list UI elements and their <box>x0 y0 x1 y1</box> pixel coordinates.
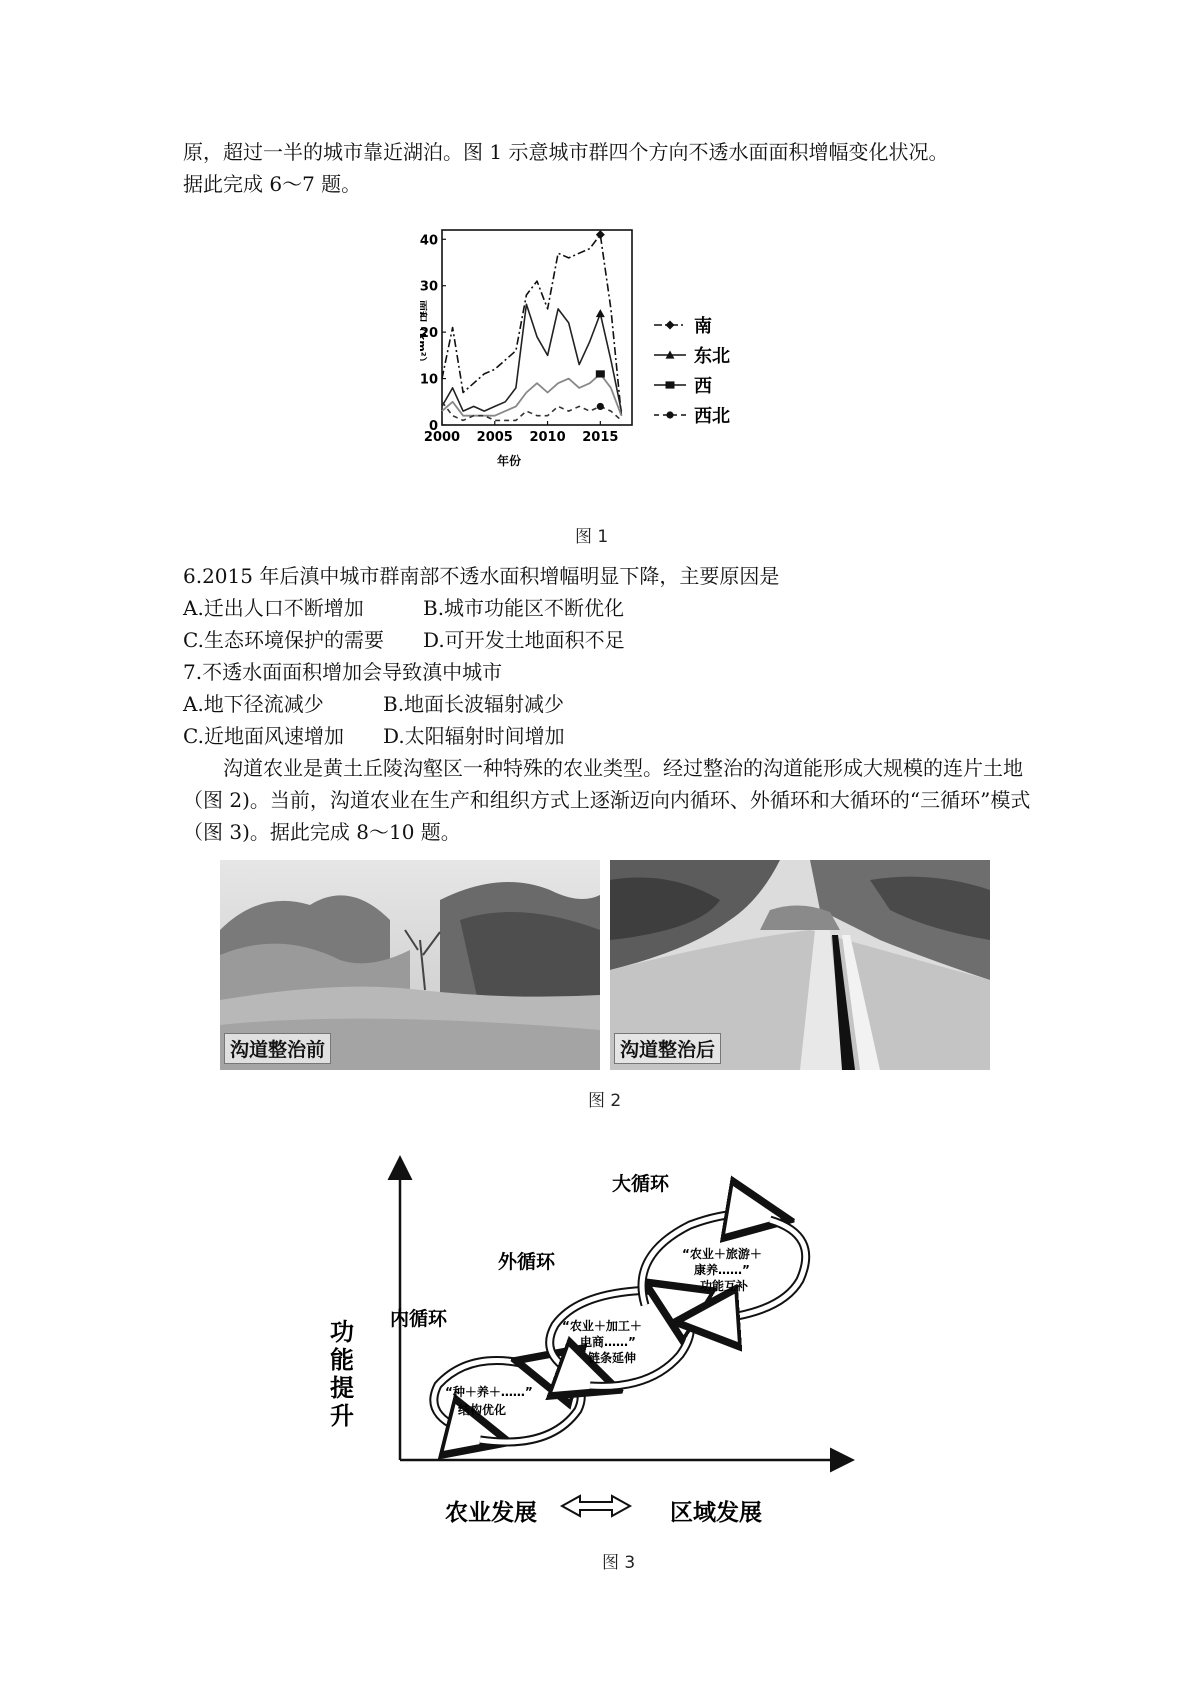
x-tick-label: 2010 <box>529 430 566 445</box>
inner-cycle-line1: “种＋养＋……” <box>445 1385 533 1399</box>
q7-option-a[interactable]: A.地下径流减少 <box>183 692 324 716</box>
inner-cycle-title: 内循环 <box>390 1308 448 1330</box>
series-marker <box>596 309 605 317</box>
x-tick-label: 2005 <box>476 430 513 445</box>
figure-3-diagram <box>330 1140 870 1540</box>
legend-label: 西北 <box>694 406 730 427</box>
q7-stem: 7.不透水面面积增加会导致滇中城市 <box>183 660 503 684</box>
legend-label: 西 <box>694 376 712 397</box>
grand-cycle-line1: “农业＋旅游＋ <box>682 1247 762 1261</box>
y-axis-label-3: 提 <box>330 1374 354 1402</box>
grand-cycle-line3: 功能互补 <box>700 1279 749 1293</box>
series-line <box>442 402 621 421</box>
y-axis-label-1: 功 <box>330 1318 354 1346</box>
legend-label: 东北 <box>694 346 730 367</box>
grand-cycle-title: 大循环 <box>612 1173 670 1195</box>
outer-cycle-title: 外循环 <box>498 1251 556 1273</box>
legend-label: 南 <box>694 316 712 337</box>
x-tick-label: 2000 <box>423 430 461 445</box>
outer-cycle-line3: 链条延伸 <box>588 1351 637 1365</box>
x-tick-label: 2015 <box>582 430 619 445</box>
y-tick-label: 20 <box>420 326 438 342</box>
legend-marker <box>666 411 673 418</box>
x-axis-label: 年份 <box>497 454 522 468</box>
photo-after-label: 沟道整治后 <box>614 1033 721 1064</box>
photo-after <box>610 860 990 1070</box>
figure-3-caption: 图 3 <box>602 1553 636 1573</box>
q6-stem: 6.2015 年后滇中城市群南部不透水面积增幅明显下降，主要原因是 <box>183 564 780 588</box>
passage-2: 沟道农业是黄土丘陵沟壑区一种特殊的农业类型。经过整治的沟道能形成大规模的连片土地（图 2)。当前，沟道农业在生产和组织方式上逐渐迈向内循环、外循环和大循环的“三循环”模式（图 3)。据此完成 8～10 题。 <box>183 756 1031 844</box>
figure-2-caption: 图 2 <box>588 1091 622 1111</box>
q6-option-a[interactable]: A.迁出人口不断增加 <box>183 596 364 620</box>
series-marker <box>596 370 605 377</box>
outer-cycle-line1: “农业＋加工＋ <box>562 1319 642 1333</box>
q7-option-b[interactable]: B.地面长波辐射减少 <box>383 692 565 716</box>
grand-cycle-line2: 康养……” <box>694 1263 750 1277</box>
intro-line-2: 据此完成 6～7 题。 <box>183 172 362 196</box>
series-marker <box>597 403 604 410</box>
y-tick-label: 10 <box>420 372 438 388</box>
figure-1 <box>420 222 780 542</box>
q6-options-row2 <box>183 624 625 656</box>
figure-1-caption: 图 1 <box>575 527 609 547</box>
q7-options-row1 <box>183 688 564 720</box>
q6-option-d[interactable]: D.可开发土地面积不足 <box>423 628 625 652</box>
series-line <box>442 304 621 411</box>
legend-marker <box>666 321 675 330</box>
series-marker <box>596 230 605 239</box>
q6-options-row1 <box>183 592 624 624</box>
figure-1-chart <box>420 222 780 542</box>
y-tick-label: 30 <box>420 279 438 295</box>
y-tick-label: 40 <box>420 233 438 249</box>
y-axis-label-4: 升 <box>330 1402 354 1430</box>
x-axis-left-label: 农业发展 <box>445 1500 537 1526</box>
figure-3 <box>330 1140 870 1540</box>
double-arrow-icon <box>562 1496 630 1516</box>
photo-before-label: 沟道整治前 <box>224 1033 331 1064</box>
x-axis-right-label: 区域发展 <box>670 1500 762 1526</box>
inner-cycle <box>434 1361 581 1443</box>
inner-cycle-line2: 结构优化 <box>458 1403 507 1417</box>
y-axis-label: 面积（km²） <box>420 300 428 368</box>
q7-option-d[interactable]: D.太阳辐射时间增加 <box>383 724 565 748</box>
q7-option-c[interactable]: C.近地面风速增加 <box>183 724 344 748</box>
photo-before <box>220 860 600 1070</box>
q6-option-c[interactable]: C.生态环境保护的需要 <box>183 628 384 652</box>
series-西北 <box>442 402 730 427</box>
outer-cycle-line2: 电商……” <box>580 1335 636 1349</box>
y-tick-label: 0 <box>428 419 438 434</box>
intro-line-1: 原，超过一半的城市靠近湖泊。图 1 示意城市群四个方向不透水面面积增幅变化状况。 <box>183 140 949 164</box>
y-axis-label-2: 能 <box>330 1346 354 1374</box>
q7-options-row2 <box>183 720 565 752</box>
q6-option-b[interactable]: B.城市功能区不断优化 <box>423 596 625 620</box>
legend-marker <box>666 381 675 388</box>
series-西 <box>442 370 712 415</box>
series-东北 <box>442 304 730 411</box>
